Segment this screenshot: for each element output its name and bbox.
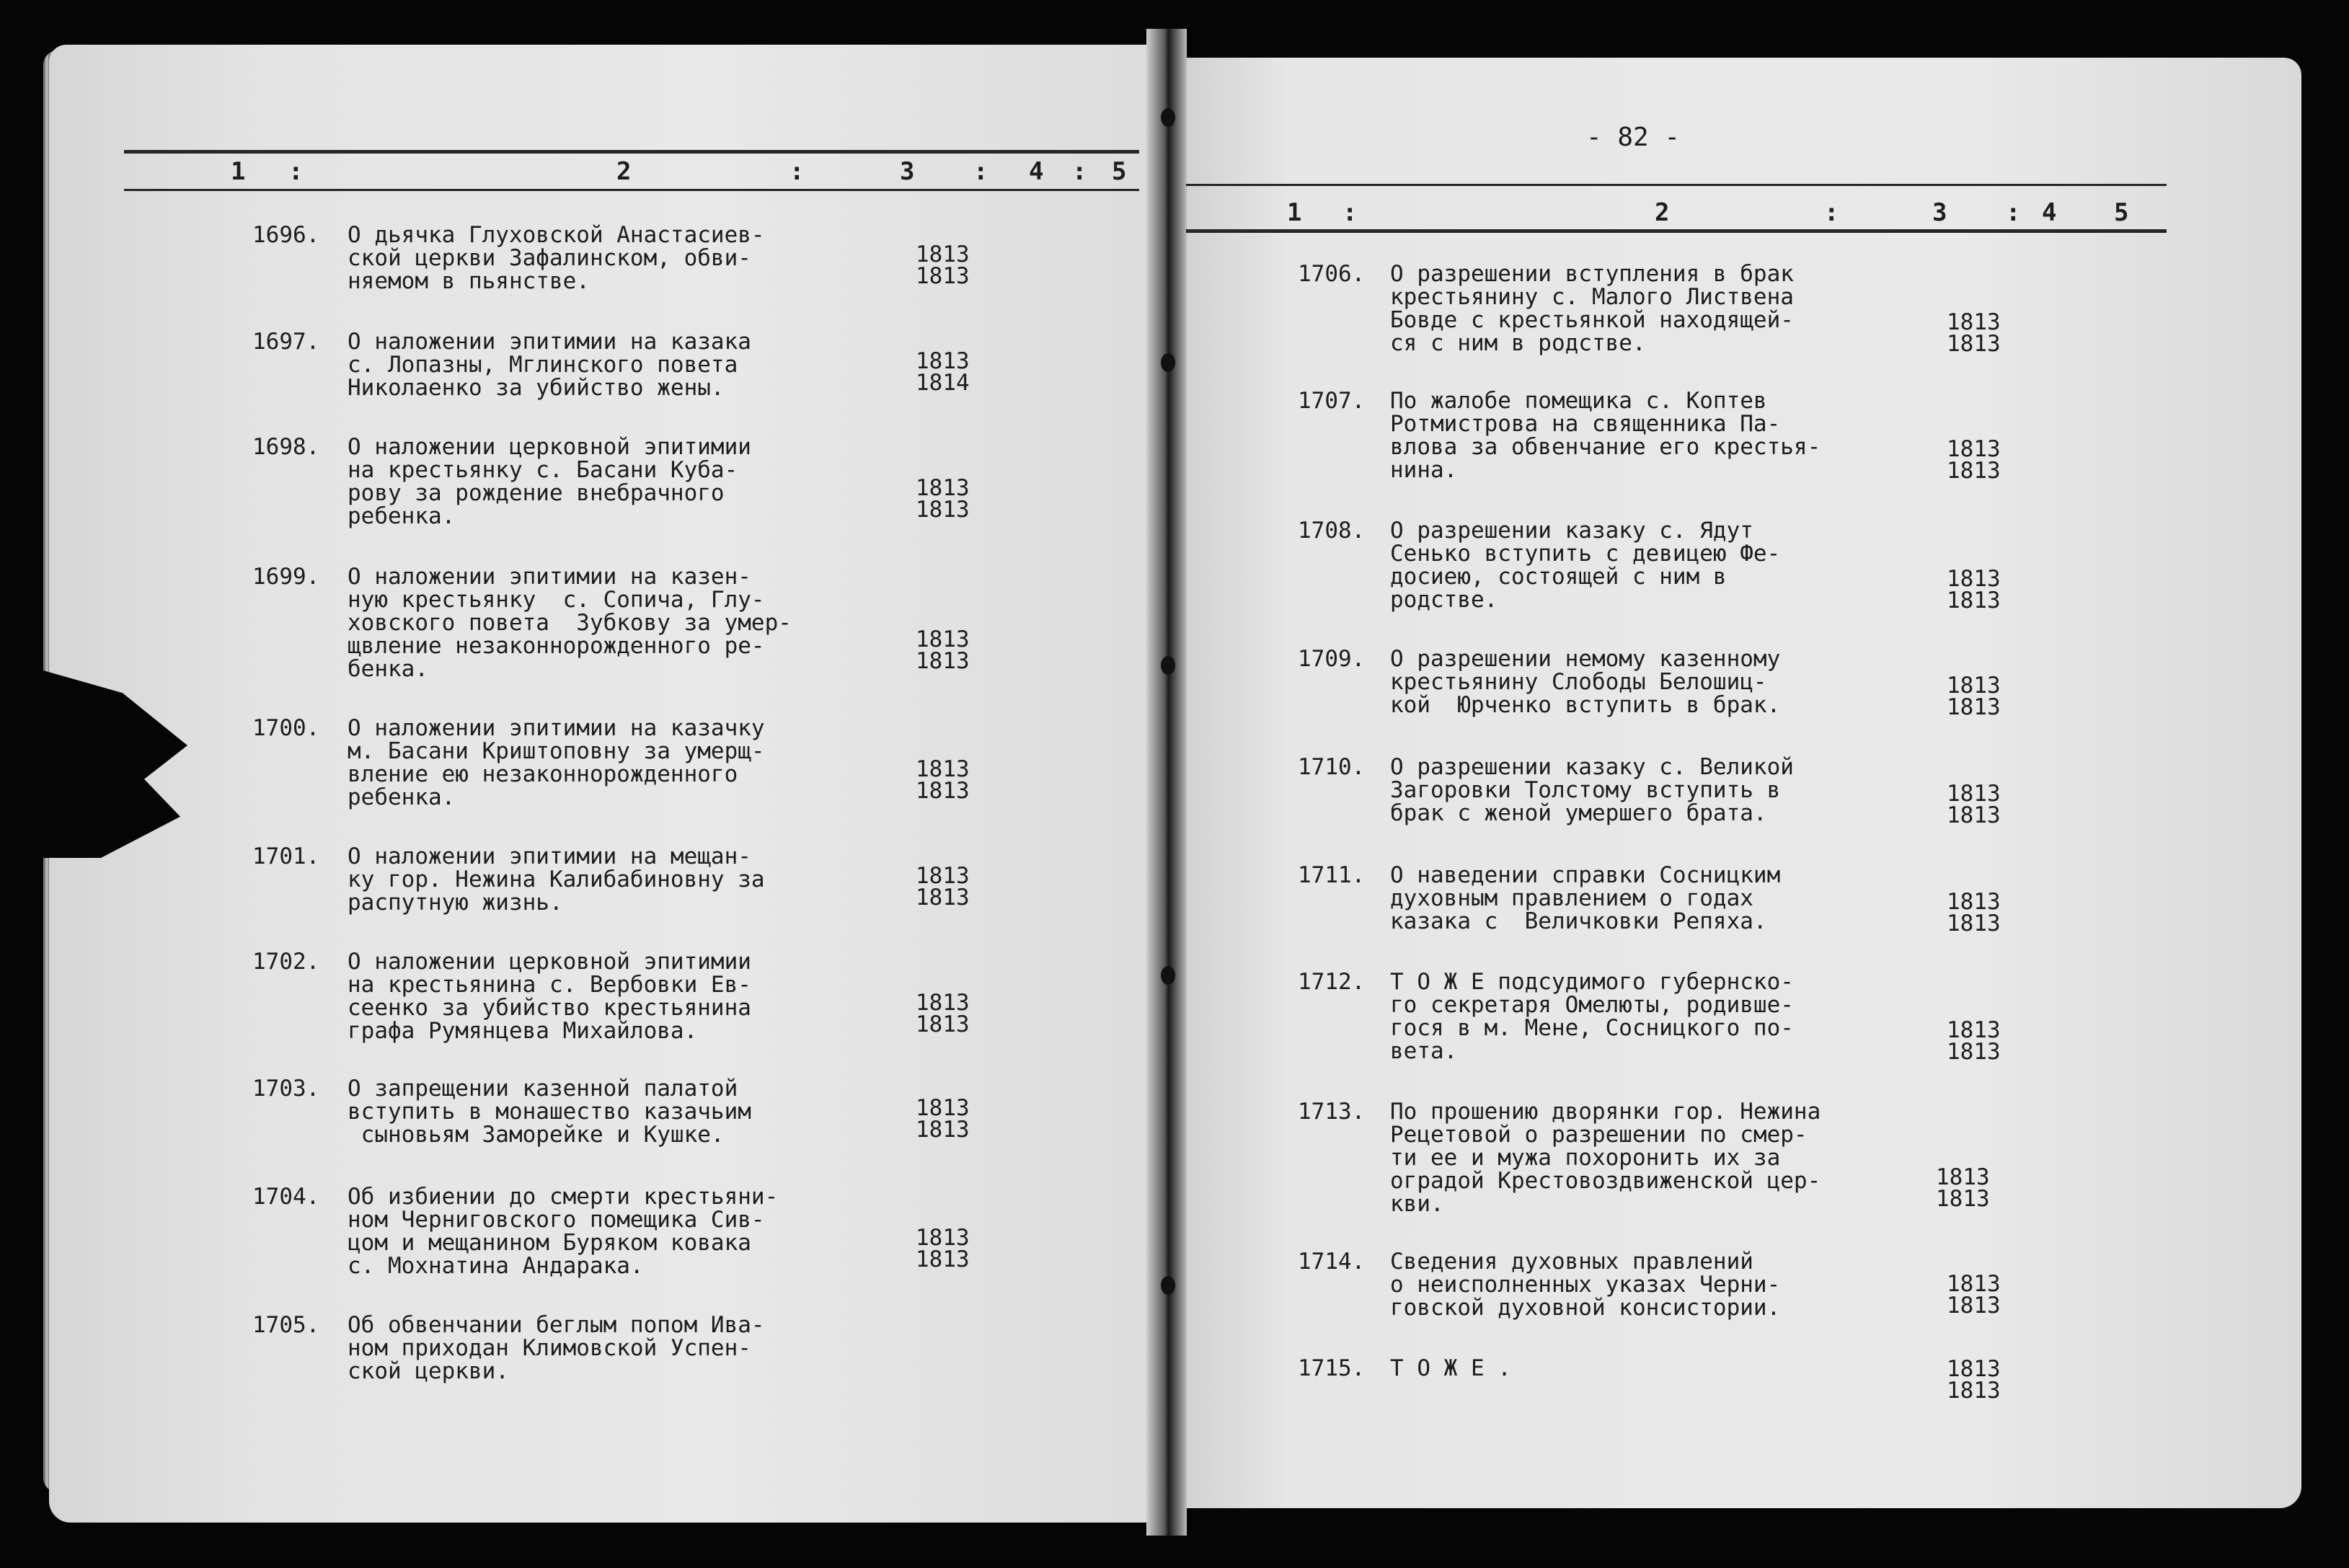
binding-hole: [1161, 656, 1175, 675]
entry-text: О наложении церковной эпитимии на крестьянина с. Вербовки Ев- сеенко за убийство крестьянина графа Румянцева Михайлова.: [348, 949, 751, 1044]
col-header: 4: [1029, 157, 1044, 186]
col-separator: :: [973, 157, 988, 186]
entry-years: 1813 1813: [916, 863, 970, 911]
entry-years: 1813 1813: [916, 626, 970, 674]
entry-years: 1813 1813: [1947, 1271, 2001, 1319]
col-header: 1: [231, 157, 246, 186]
entry-text: О наложении эпитимии на мещан- ку гор. Нежина Калибабиновну за распутную жизнь.: [348, 843, 765, 916]
entry-number: 1699.: [252, 564, 320, 590]
col-separator: :: [2006, 198, 2021, 227]
entry-years: 1813 1813: [1947, 673, 2001, 720]
entry-years: 1813 1813: [1947, 889, 2001, 936]
book-gutter: [1146, 29, 1187, 1536]
entry-years: 1813 1813: [1947, 1356, 2001, 1404]
col-separator: :: [789, 157, 805, 186]
entry-text: О наложении эпитимии на казака с. Лопазны, Мглинского повета Николаенко за убийство жены.: [348, 329, 751, 401]
entry-number: 1707.: [1298, 388, 1366, 414]
entry-years: 1813 1813: [1947, 781, 2001, 828]
entry-years: 1813 1813: [1947, 1017, 2001, 1065]
binding-hole: [1161, 1276, 1175, 1295]
entry-text: О разрешении немому казенному крестьянину Слободы Белошиц- кой Юрченко вступить в брак.: [1390, 646, 1781, 718]
entry-years: 1813 1813: [916, 990, 970, 1037]
entry-number: 1710.: [1298, 754, 1366, 780]
col-header: 5: [1112, 157, 1127, 186]
entry-text: Об обвенчании беглым попом Ива- ном приходан Климовской Успен- ской церкви.: [348, 1312, 765, 1384]
entry-number: 1704.: [252, 1184, 320, 1210]
entry-text: О наложении эпитимии на казен- ную крестьянку с. Сопича, Глу- ховского повета Зубкову за умер- щвление незаконнорожденного ре- бенка.: [348, 564, 792, 682]
left-header-bottom-rule: [124, 189, 1139, 191]
col-separator: :: [1342, 198, 1358, 227]
entry-number: 1706.: [1298, 261, 1366, 287]
entry-years: 1813 1813: [916, 475, 970, 523]
entry-number: 1709.: [1298, 646, 1366, 672]
col-separator: :: [288, 157, 304, 186]
entry-number: 1703.: [252, 1076, 320, 1102]
col-header: 3: [1932, 198, 1947, 227]
entry-number: 1696.: [252, 222, 320, 248]
entry-number: 1711.: [1298, 862, 1366, 888]
binding-hole: [1161, 966, 1175, 985]
entry-text: По прошению дворянки гор. Нежина Рецетовой о разрешении по смер- ти ее и мужа похоронить их за оградой Крестовоздвиженской цер- кви.: [1390, 1099, 1821, 1217]
entry-number: 1714.: [1298, 1249, 1366, 1275]
entry-text: Сведения духовных правлений о неисполненных указах Черни- говской духовной консистории.: [1390, 1249, 1781, 1321]
entry-text: О дьячка Глуховской Анастасиев- ской церкви Зафалинском, обви- няемом в пьянстве.: [348, 222, 765, 294]
col-header: 1: [1287, 198, 1302, 227]
entry-number: 1713.: [1298, 1099, 1366, 1125]
entry-years: 1813 1813: [916, 242, 970, 289]
entry-years: 1813 1813: [1936, 1164, 1990, 1212]
col-header: 4: [2042, 198, 2057, 227]
col-header: 2: [1655, 198, 1670, 227]
entry-number: 1705.: [252, 1312, 320, 1338]
entry-years: 1813 1813: [916, 1095, 970, 1143]
col-header: 5: [2114, 198, 2129, 227]
entry-number: 1708.: [1298, 518, 1366, 544]
entry-text: О разрешении вступления в брак крестьянину с. Малого Листвена Бовде с крестьянкой находящей- ся с ним в родстве.: [1390, 261, 1794, 356]
entry-number: 1702.: [252, 949, 320, 975]
entry-years: 1813 1813: [1947, 436, 2001, 484]
right-header-top-rule: [1186, 184, 2167, 186]
entry-years: 1813 1813: [1947, 309, 2001, 357]
entry-text: Т О Ж Е подсудимого губернско- го секретаря Омелюты, родивше- гося в м. Мене, Сосницкого по- вета.: [1390, 969, 1794, 1064]
entry-text: О разрешении казаку с. Великой Загоровки Толстому вступить в брак с женой умершего брата.: [1390, 754, 1794, 826]
col-separator: :: [1824, 198, 1839, 227]
left-header-top-rule: [124, 150, 1139, 154]
entry-number: 1698.: [252, 434, 320, 460]
entry-text: О наведении справки Сосницким духовным правлением о годах казака с Величковки Репяха.: [1390, 862, 1781, 934]
col-header: 3: [900, 157, 915, 186]
entry-years: 1813 1813: [916, 756, 970, 804]
entry-number: 1697.: [252, 329, 320, 355]
entry-text: О запрещении казенной палатой вступить в монашество казачьим сыновьям Заморейке и Кушке.: [348, 1076, 751, 1148]
entry-text: По жалобе помещика с. Коптев Ротмистрова на священника Па- влова за обвенчание его крестья- нина.: [1390, 388, 1821, 483]
entry-number: 1701.: [252, 843, 320, 869]
entry-number: 1712.: [1298, 969, 1366, 995]
entry-text: О наложении эпитимии на казачку м. Басани Криштоповну за умерщ- вление ею незаконнорожденного ребенка.: [348, 715, 765, 810]
binding-hole: [1161, 353, 1175, 372]
col-separator: :: [1072, 157, 1087, 186]
page-number: - 82 -: [1586, 123, 1681, 152]
entry-text: О наложении церковной эпитимии на крестьянку с. Басани Куба- рову за рождение внебрачного ребенка.: [348, 434, 751, 529]
col-header: 2: [616, 157, 632, 186]
binding-hole: [1161, 108, 1175, 127]
right-header-bottom-rule: [1186, 229, 2167, 233]
entry-text: О разрешении казаку с. Ядут Сенько вступить с девицею Фе- досиею, состоящей с ним в родстве.: [1390, 518, 1781, 613]
entry-years: 1813 1813: [1947, 566, 2001, 614]
entry-text: Об избиении до смерти крестьяни- ном Черниговского помещика Сив- цом и мещанином Буряком ковака с. Мохнатина Андарака.: [348, 1184, 779, 1279]
entry-years: 1813 1814: [916, 348, 970, 396]
entry-years: 1813 1813: [916, 1225, 970, 1272]
entry-number: 1700.: [252, 715, 320, 741]
entry-text: Т О Ж Е .: [1390, 1355, 1511, 1381]
entry-number: 1715.: [1298, 1355, 1366, 1381]
